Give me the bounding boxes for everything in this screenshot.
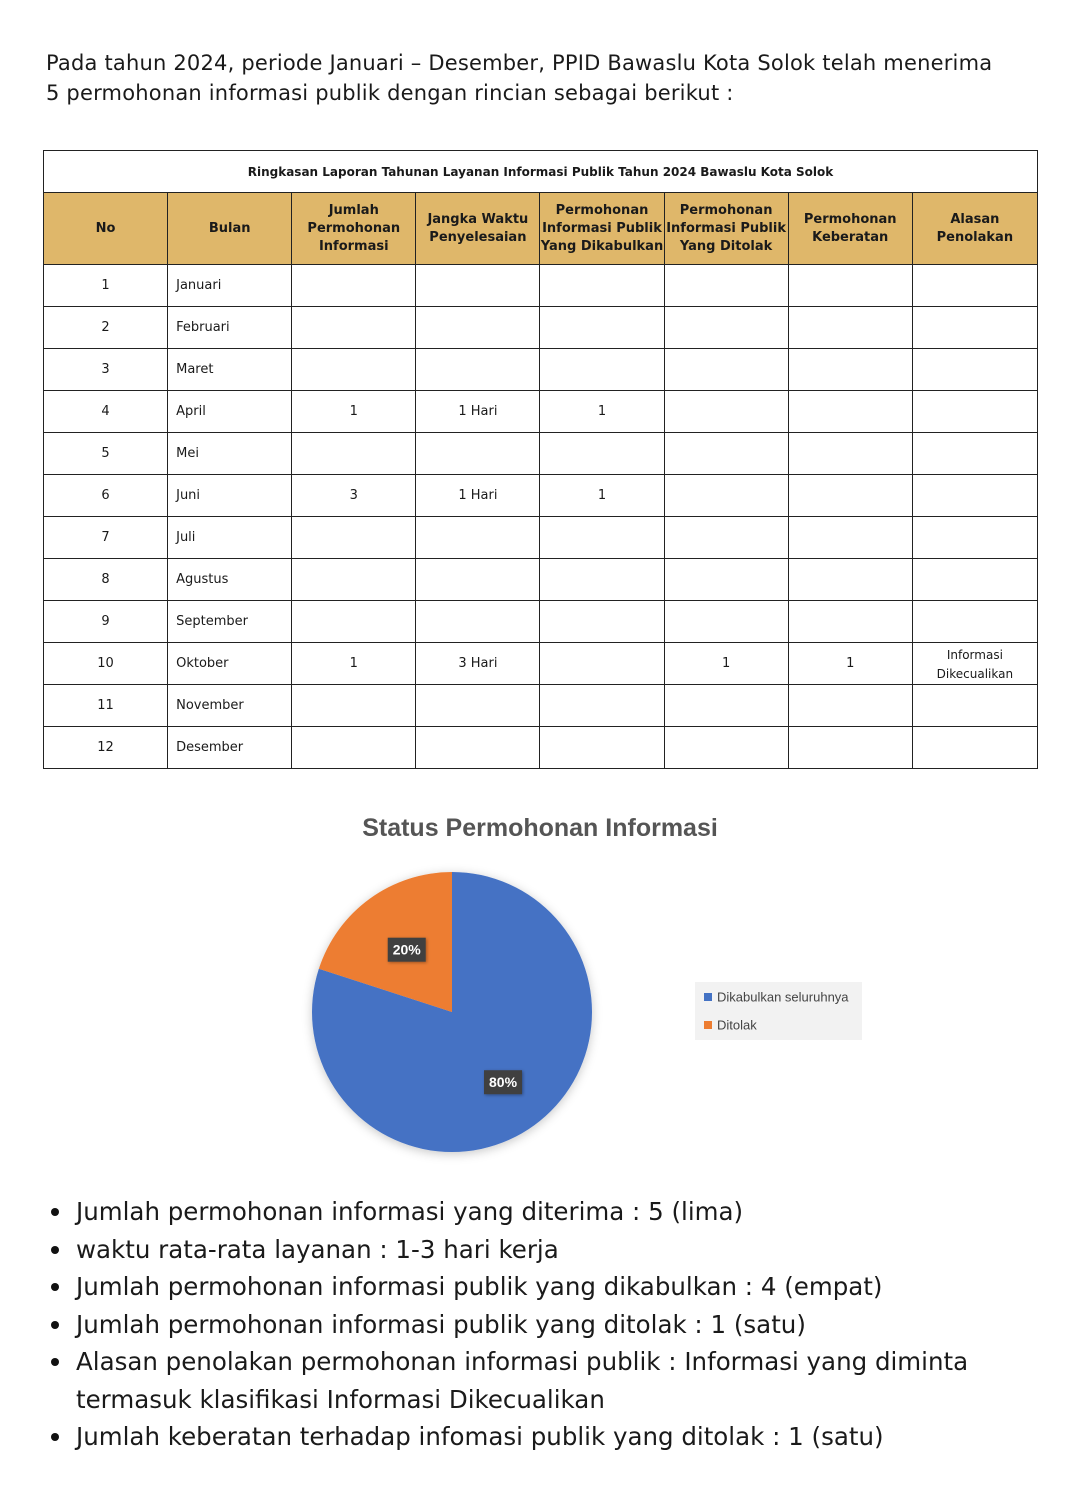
cell-bulan: Juli xyxy=(168,517,292,559)
cell-bulan: September xyxy=(168,601,292,643)
table-row xyxy=(44,265,1038,307)
cell-jumlah xyxy=(292,727,416,769)
cell-jangka-waktu: 1 Hari xyxy=(416,475,540,517)
cell-jumlah xyxy=(292,517,416,559)
cell-alasan xyxy=(912,601,1037,643)
table-row xyxy=(44,727,1038,769)
summary-item: Jumlah permohonan informasi yang diterima : 5 (lima) xyxy=(76,1193,1080,1231)
cell-no: 6 xyxy=(44,475,168,517)
cell-keberatan xyxy=(788,265,912,307)
cell-dikabulkan xyxy=(540,307,664,349)
cell-dikabulkan: 1 xyxy=(540,391,664,433)
cell-no: 11 xyxy=(44,685,168,727)
table-row xyxy=(44,559,1038,601)
cell-bulan: Oktober xyxy=(168,643,292,685)
chart-legend xyxy=(695,982,862,1040)
summary-item: Alasan penolakan permohonan informasi publik : Informasi yang diminta termasuk klasifikasi Informasi Dikecualikan xyxy=(76,1343,1080,1418)
cell-no: 8 xyxy=(44,559,168,601)
cell-alasan xyxy=(912,391,1037,433)
pie-group xyxy=(312,872,592,1152)
cell-bulan: Maret xyxy=(168,349,292,391)
cell-bulan: April xyxy=(168,391,292,433)
cell-no: 10 xyxy=(44,643,168,685)
table-header-row xyxy=(44,193,1038,265)
header-no: No xyxy=(44,193,168,265)
cell-jumlah: 1 xyxy=(292,643,416,685)
table-row xyxy=(44,601,1038,643)
table-row xyxy=(44,433,1038,475)
cell-dikabulkan xyxy=(540,559,664,601)
cell-no: 4 xyxy=(44,391,168,433)
cell-alasan xyxy=(912,433,1037,475)
cell-alasan xyxy=(912,685,1037,727)
cell-dikabulkan: 1 xyxy=(540,475,664,517)
cell-jumlah xyxy=(292,433,416,475)
cell-alasan xyxy=(912,307,1037,349)
cell-keberatan xyxy=(788,601,912,643)
cell-dikabulkan xyxy=(540,433,664,475)
cell-no: 1 xyxy=(44,265,168,307)
cell-ditolak xyxy=(664,349,788,391)
cell-ditolak xyxy=(664,517,788,559)
cell-keberatan xyxy=(788,307,912,349)
cell-keberatan xyxy=(788,475,912,517)
cell-dikabulkan xyxy=(540,727,664,769)
summary-item: waktu rata-rata layanan : 1-3 hari kerja xyxy=(76,1231,1080,1269)
cell-no: 7 xyxy=(44,517,168,559)
pie-label-text: 80% xyxy=(489,1074,518,1091)
cell-alasan: Informasi Dikecualikan xyxy=(912,643,1037,685)
cell-alasan xyxy=(912,265,1037,307)
table-row xyxy=(44,643,1038,685)
cell-jumlah: 3 xyxy=(292,475,416,517)
cell-keberatan xyxy=(788,559,912,601)
legend-swatch-dikabulkan xyxy=(704,993,712,1001)
header-alasan-penolakan: Alasan Penolakan xyxy=(912,193,1037,265)
cell-keberatan xyxy=(788,685,912,727)
cell-jumlah: 1 xyxy=(292,391,416,433)
summary-item: Jumlah permohonan informasi publik yang ditolak : 1 (satu) xyxy=(76,1306,1080,1344)
header-keberatan: Permohonan Keberatan xyxy=(788,193,912,265)
cell-jangka-waktu xyxy=(416,265,540,307)
table-row xyxy=(44,685,1038,727)
cell-ditolak xyxy=(664,391,788,433)
legend-swatch-ditolak xyxy=(704,1021,712,1029)
legend-label-ditolak: Ditolak xyxy=(717,1017,757,1033)
cell-jangka-waktu: 3 Hari xyxy=(416,643,540,685)
cell-jangka-waktu xyxy=(416,307,540,349)
table-row xyxy=(44,391,1038,433)
cell-jumlah xyxy=(292,559,416,601)
cell-ditolak xyxy=(664,265,788,307)
cell-jangka-waktu xyxy=(416,727,540,769)
cell-jumlah xyxy=(292,685,416,727)
cell-ditolak xyxy=(664,685,788,727)
cell-alasan xyxy=(912,517,1037,559)
cell-no: 12 xyxy=(44,727,168,769)
cell-ditolak xyxy=(664,433,788,475)
cell-jangka-waktu xyxy=(416,685,540,727)
cell-alasan xyxy=(912,475,1037,517)
cell-keberatan xyxy=(788,433,912,475)
cell-dikabulkan xyxy=(540,643,664,685)
header-dikabulkan: Permohonan Informasi Publik Yang Dikabulkan xyxy=(540,193,664,265)
header-jumlah-permohonan: Jumlah Permohonan Informasi xyxy=(292,193,416,265)
intro-paragraph xyxy=(46,48,1046,108)
intro-line-1: Pada tahun 2024, periode Januari – Desember, PPID Bawaslu Kota Solok telah menerima xyxy=(46,51,993,75)
cell-jumlah xyxy=(292,349,416,391)
cell-jangka-waktu xyxy=(416,433,540,475)
cell-jangka-waktu xyxy=(416,601,540,643)
cell-ditolak xyxy=(664,475,788,517)
cell-no: 3 xyxy=(44,349,168,391)
cell-keberatan xyxy=(788,517,912,559)
cell-jangka-waktu xyxy=(416,517,540,559)
cell-bulan: November xyxy=(168,685,292,727)
header-jangka-waktu: Jangka Waktu Penyelesaian xyxy=(416,193,540,265)
summary-list xyxy=(46,1193,1080,1456)
cell-no: 5 xyxy=(44,433,168,475)
summary-item: Jumlah keberatan terhadap infomasi publik yang ditolak : 1 (satu) xyxy=(76,1418,1080,1456)
cell-dikabulkan xyxy=(540,349,664,391)
chart-title: Status Permohonan Informasi xyxy=(362,814,718,842)
report-table xyxy=(43,150,1038,769)
cell-dikabulkan xyxy=(540,517,664,559)
cell-keberatan xyxy=(788,727,912,769)
cell-no: 9 xyxy=(44,601,168,643)
cell-bulan: Mei xyxy=(168,433,292,475)
pie-chart xyxy=(0,850,1080,1170)
summary-item: Jumlah permohonan informasi publik yang dikabulkan : 4 (empat) xyxy=(76,1268,1080,1306)
cell-dikabulkan xyxy=(540,685,664,727)
cell-bulan: Februari xyxy=(168,307,292,349)
cell-keberatan xyxy=(788,349,912,391)
table-row xyxy=(44,517,1038,559)
cell-keberatan: 1 xyxy=(788,643,912,685)
cell-ditolak xyxy=(664,559,788,601)
cell-dikabulkan xyxy=(540,601,664,643)
table-title: Ringkasan Laporan Tahunan Layanan Informasi Publik Tahun 2024 Bawaslu Kota Solok xyxy=(44,151,1038,193)
cell-ditolak: 1 xyxy=(664,643,788,685)
legend-label-dikabulkan: Dikabulkan seluruhnya xyxy=(717,989,849,1005)
cell-jangka-waktu xyxy=(416,349,540,391)
header-bulan: Bulan xyxy=(168,193,292,265)
cell-jumlah xyxy=(292,307,416,349)
cell-jumlah xyxy=(292,265,416,307)
cell-ditolak xyxy=(664,727,788,769)
cell-bulan: Juni xyxy=(168,475,292,517)
pie-label-dikabulkan xyxy=(484,1070,522,1094)
cell-bulan: Agustus xyxy=(168,559,292,601)
table-row xyxy=(44,349,1038,391)
cell-alasan xyxy=(912,559,1037,601)
pie-label-text: 20% xyxy=(392,941,421,958)
cell-dikabulkan xyxy=(540,265,664,307)
cell-jumlah xyxy=(292,601,416,643)
cell-bulan: Desember xyxy=(168,727,292,769)
table-row xyxy=(44,307,1038,349)
cell-jangka-waktu: 1 Hari xyxy=(416,391,540,433)
cell-keberatan xyxy=(788,391,912,433)
pie-label-ditolak xyxy=(388,938,426,962)
cell-alasan xyxy=(912,349,1037,391)
table-row xyxy=(44,475,1038,517)
header-ditolak: Permohonan Informasi Publik Yang Ditolak xyxy=(664,193,788,265)
cell-jangka-waktu xyxy=(416,559,540,601)
intro-line-2: 5 permohonan informasi publik dengan rincian sebagai berikut : xyxy=(46,81,734,105)
cell-alasan xyxy=(912,727,1037,769)
cell-ditolak xyxy=(664,307,788,349)
cell-ditolak xyxy=(664,601,788,643)
cell-no: 2 xyxy=(44,307,168,349)
cell-bulan: Januari xyxy=(168,265,292,307)
